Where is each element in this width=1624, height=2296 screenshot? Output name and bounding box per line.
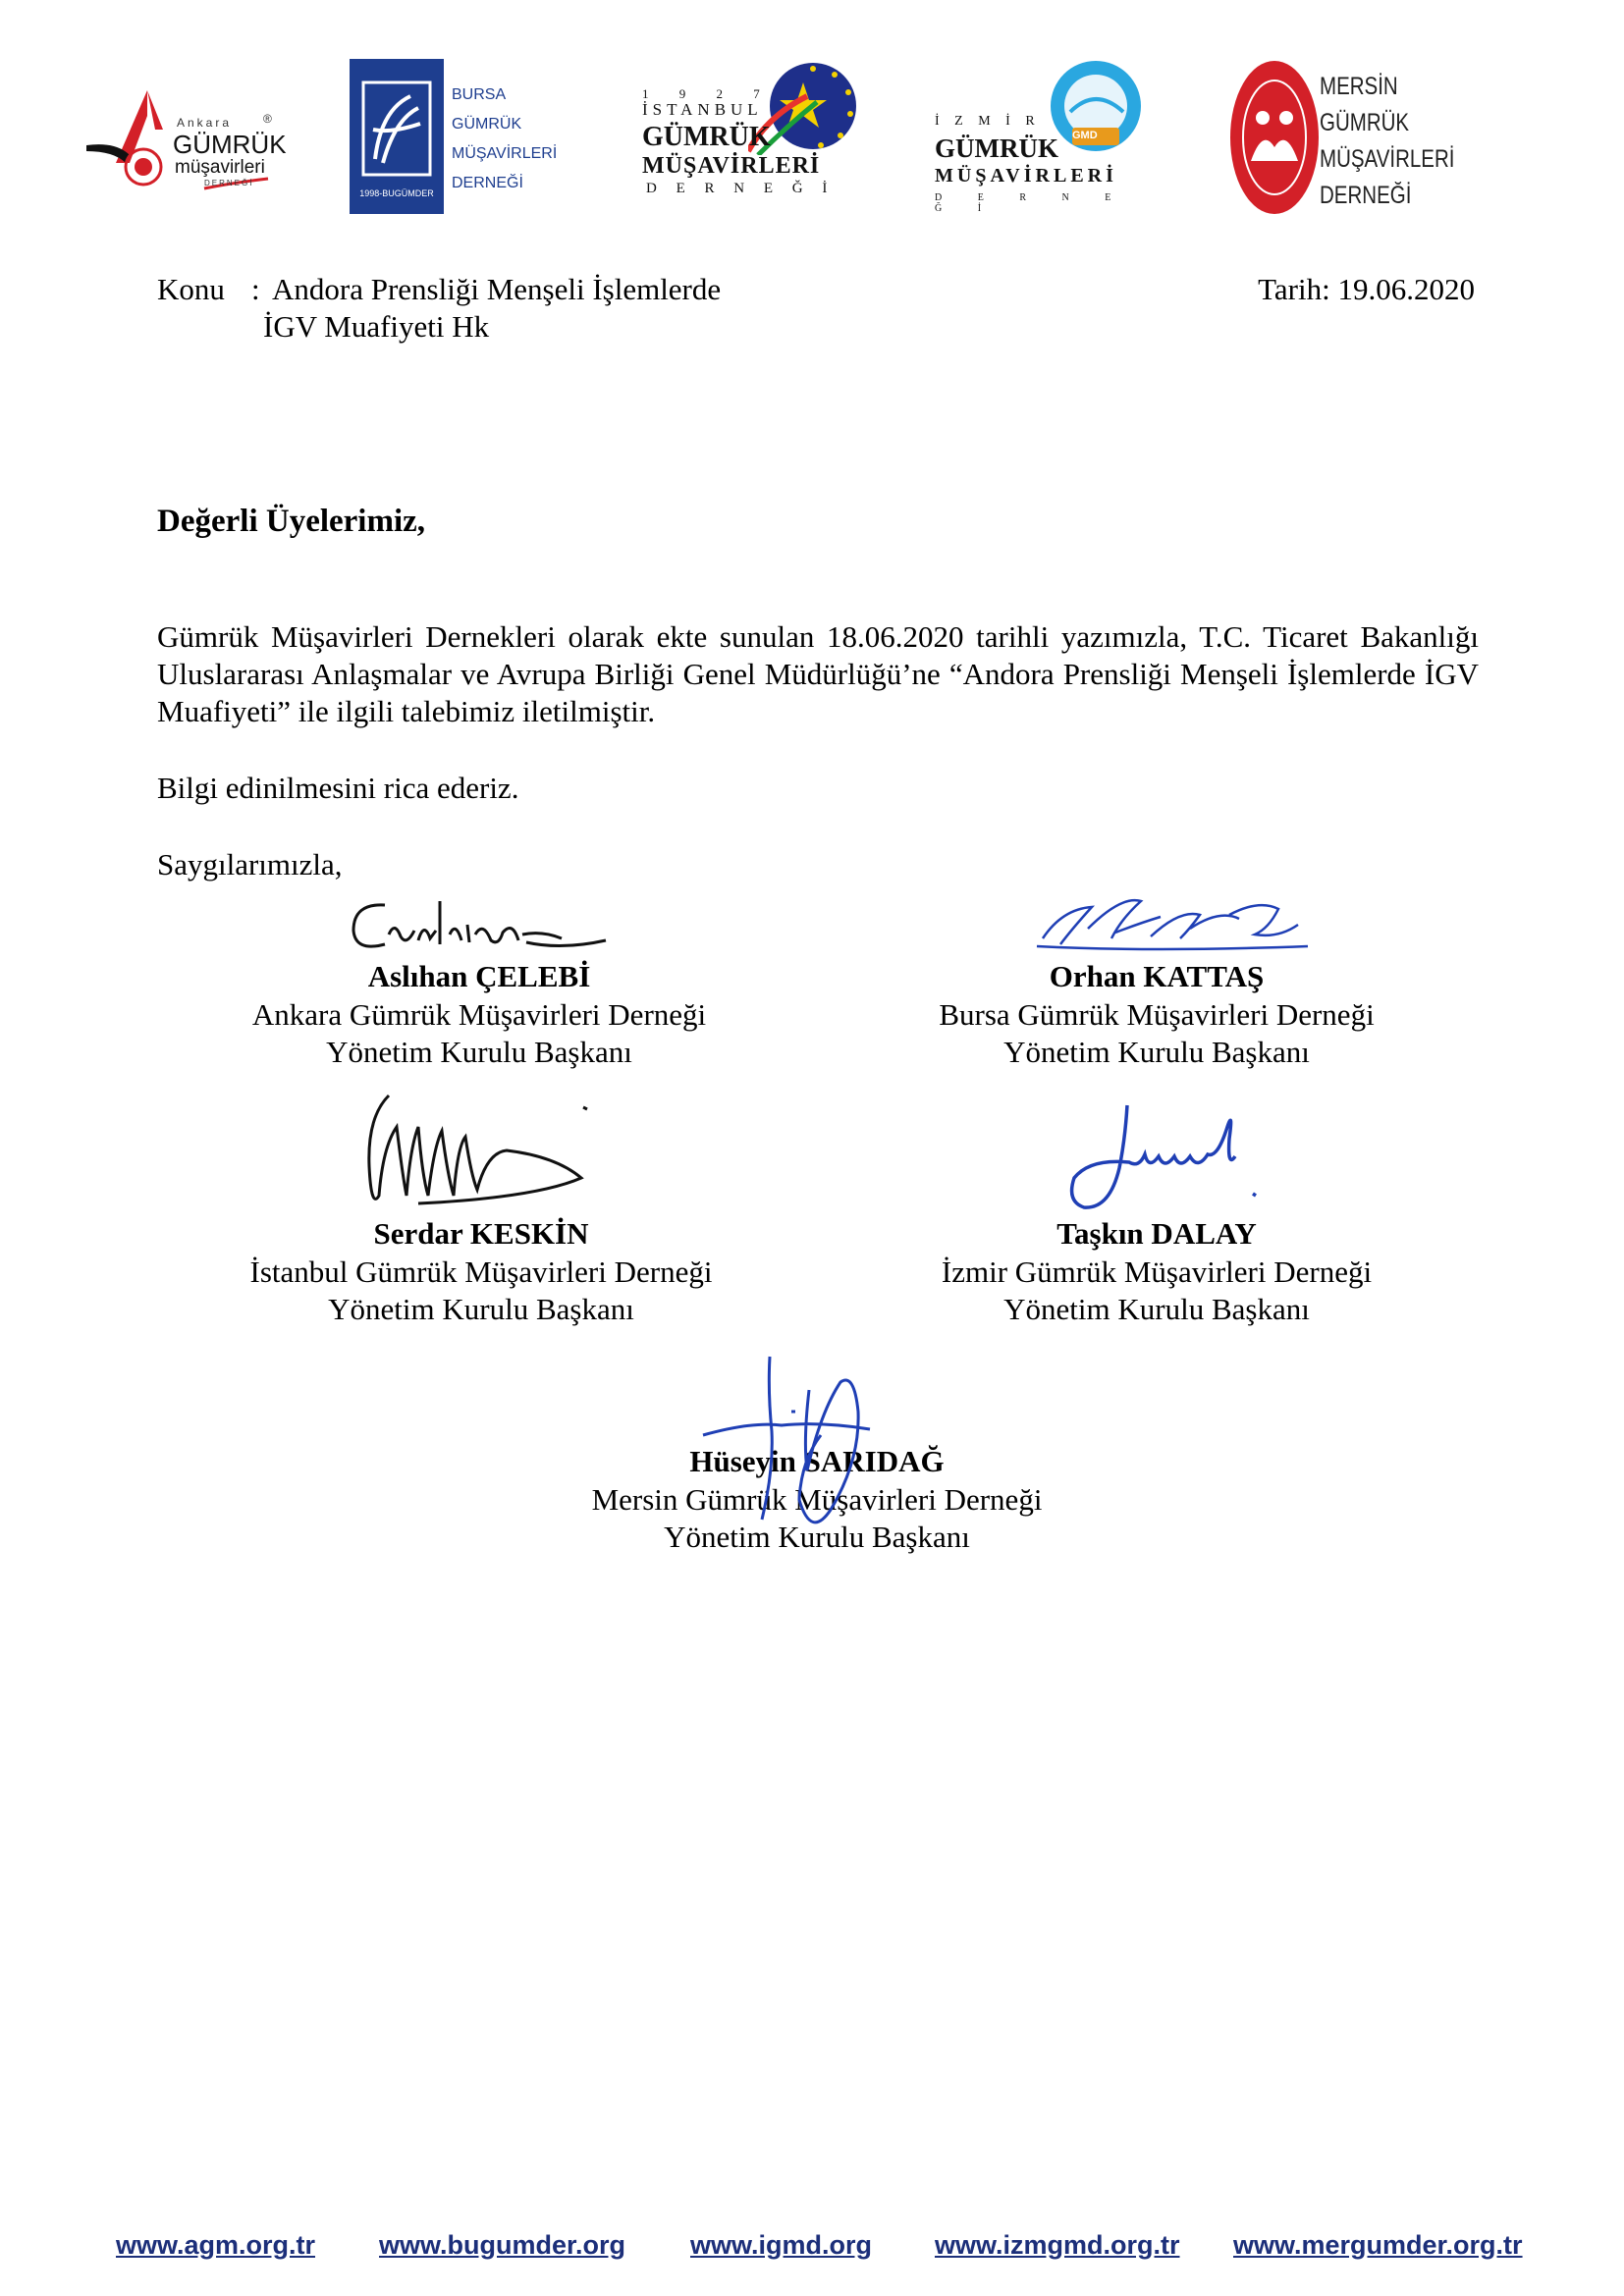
signatory-title: Yönetim Kurulu Başkanı	[1003, 1292, 1310, 1326]
footer-link-mergumder[interactable]: www.mergumder.org.tr	[1233, 2230, 1523, 2260]
ankara-logo-reg: ®	[263, 112, 272, 126]
signatory-title: Yönetim Kurulu Başkanı	[326, 1035, 632, 1069]
bursa-logo-line: GÜMRÜK	[452, 116, 522, 133]
mersin-logo-line: GÜMRÜK	[1320, 109, 1410, 136]
mersin-logo-mark	[1229, 59, 1320, 216]
logo-row	[0, 55, 1624, 222]
footer-link-izmgmd[interactable]: www.izmgmd.org.tr	[935, 2230, 1180, 2260]
signatory-org: İzmir Gümrük Müşavirleri Derneği	[941, 1254, 1373, 1289]
footer-links	[0, 2230, 1624, 2269]
subject-line-1: Andora Prensliği Menşeli İşlemlerde	[272, 272, 722, 306]
signature-dalay	[1060, 1099, 1286, 1217]
bursa-logo-sub: 1998-BUGÜMDER	[359, 188, 434, 198]
istanbul-logo-year: 1 9 2 7	[642, 86, 774, 101]
subject-label: Konu	[157, 272, 225, 306]
istanbul-logo-l1: GÜMRÜK	[642, 122, 771, 152]
signatory-name: Hüseyin SARIDAĞ	[689, 1444, 945, 1478]
signature-celebi	[346, 891, 621, 960]
signatory-org: Mersin Gümrük Müşavirleri Derneği	[591, 1481, 1043, 1517]
bursa-logo	[350, 59, 558, 216]
signatory-title: Yönetim Kurulu Başkanı	[664, 1520, 970, 1554]
footer-link-agm[interactable]: www.agm.org.tr	[116, 2230, 316, 2260]
salutation: Değerli Üyelerimiz,	[157, 504, 426, 539]
ankara-logo-tiny: DERNEĞİ	[204, 179, 254, 187]
request-line: Bilgi edinilmesini rica ederiz.	[157, 771, 519, 805]
istanbul-logo-l2: MÜŞAVİRLERİ	[642, 153, 821, 179]
bursa-logo-line: DERNEĞİ	[452, 175, 523, 191]
izmir-logo	[933, 57, 1149, 218]
signatory-org: Ankara Gümrük Müşavirleri Derneği	[251, 996, 707, 1032]
istanbul-logo-city: İSTANBUL	[642, 100, 763, 119]
bursa-logo-mark	[361, 80, 432, 177]
izmir-logo-l1: GÜMRÜK	[935, 133, 1058, 163]
izmir-logo-city: İ Z M İ R	[935, 114, 1041, 129]
signature-saridag	[693, 1353, 890, 1549]
body-paragraph: Gümrük Müşavirleri Dernekleri olarak ekte sunulan 18.06.2020 tarihli yazımızla, T.C. Ticaret Bakanlığı Uluslararası Anlaşmalar ve Avrupa Birliği Genel Müdürlüğü’ne “Andora Prensliği Menşeli İşlemlerde İGV Muafiyeti” ile ilgili talebimiz iletilmiştir.	[157, 619, 1479, 728]
bursa-logo-text	[452, 80, 557, 198]
ankara-logo-small: Ankara	[177, 116, 233, 130]
izmir-logo-l2: MÜŞAVİRLERİ	[935, 165, 1117, 187]
ankara-logo-big: GÜMRÜK	[173, 130, 287, 159]
signatory-kattas	[852, 958, 1461, 1072]
mersin-logo-text	[1320, 69, 1454, 214]
signatory-name: Orhan KATTAŞ	[1049, 959, 1265, 993]
signatory-celebi	[175, 958, 784, 1072]
bursa-logo-line: BURSA	[452, 86, 507, 103]
mersin-logo-line: MÜŞAVİRLERİ	[1320, 145, 1455, 173]
izmir-logo-badge: GMD	[1072, 130, 1098, 141]
ankara-logo	[86, 73, 287, 210]
signatory-keskin	[177, 1215, 785, 1329]
mersin-logo-line: DERNEĞİ	[1320, 182, 1412, 209]
istanbul-logo	[640, 57, 862, 214]
signatory-title: Yönetim Kurulu Başkanı	[1003, 1035, 1310, 1069]
signatory-name: Serdar KESKİN	[373, 1216, 589, 1251]
bursa-logo-box	[350, 59, 444, 214]
signature-kattas	[1033, 889, 1318, 960]
signatory-dalay	[852, 1215, 1461, 1329]
footer-link-igmd[interactable]: www.igmd.org	[690, 2230, 872, 2260]
istanbul-logo-l3: D E R N E Ğ İ	[646, 181, 836, 196]
signatory-org: İstanbul Gümrük Müşavirleri Derneği	[249, 1254, 713, 1289]
bursa-logo-line: MÜŞAVİRLERİ	[452, 145, 558, 162]
mersin-logo-line: MERSİN	[1320, 73, 1398, 100]
signatory-name: Taşkın DALAY	[1056, 1216, 1257, 1251]
subject-separator: :	[251, 272, 260, 306]
closing-line: Saygılarımızla,	[157, 847, 343, 881]
mersin-logo	[1229, 59, 1465, 216]
subject-line-2: İGV Muafiyeti Hk	[263, 309, 490, 344]
signatory-org: Bursa Gümrük Müşavirleri Derneği	[939, 996, 1375, 1032]
ankara-logo-mid: müşavirleri	[175, 157, 265, 178]
signatory-name: Aslıhan ÇELEBİ	[367, 959, 591, 993]
signature-keskin	[359, 1088, 595, 1215]
signatory-title: Yönetim Kurulu Başkanı	[328, 1292, 634, 1326]
footer-link-bugumder[interactable]: www.bugumder.org	[379, 2230, 626, 2260]
izmir-logo-l3: D E R N E Ğ İ	[935, 192, 1128, 214]
letter-date: Tarih: 19.06.2020	[1258, 272, 1475, 306]
